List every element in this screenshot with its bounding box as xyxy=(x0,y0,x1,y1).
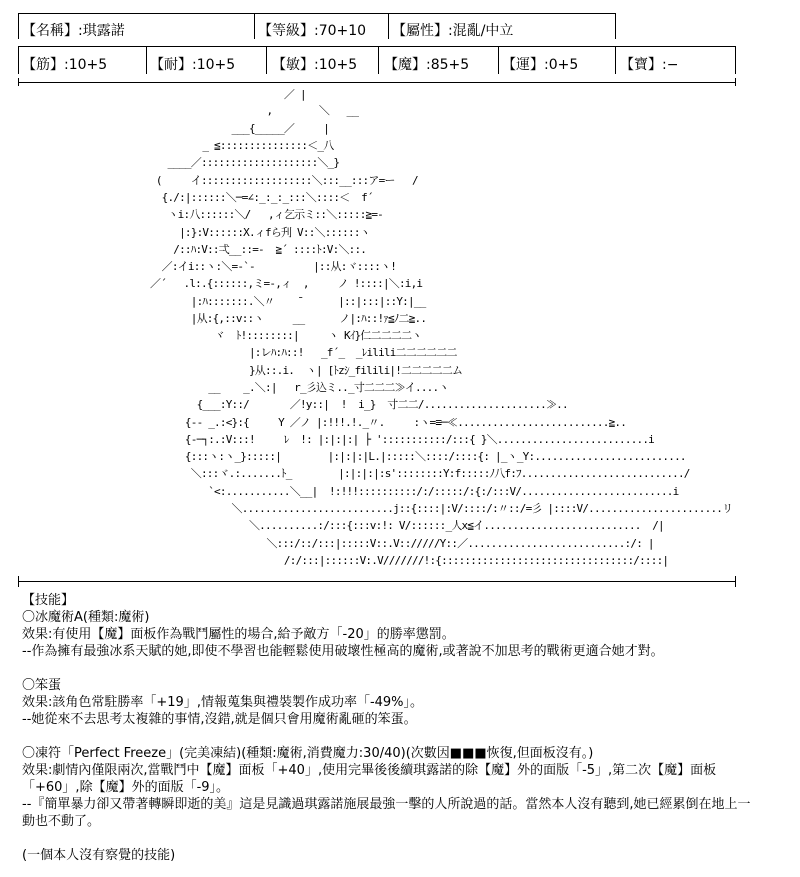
ascii-art-line: {-─┐:.:V:::! ﾚ !: |:|:|:| ├ ':::::::::::/:::{ }＼..........................i xyxy=(150,433,654,446)
skill-perfect-freeze-title: 〇凍符「Perfect Freeze」(完美凍結)(種類:魔術,消費魔力:30/40)(次數因■■■恢復,但面板沒有。) xyxy=(22,746,594,761)
spacer xyxy=(22,660,762,677)
ascii-art-line: |:}:V::::::X.ィfら刋 V::＼::::::ヽ xyxy=(150,226,370,239)
skill-perfect-freeze-effect: 效果:劇情內僅限兩次,當戰鬥中【魔】面板「+40」,使用完畢後後續琪露諾的除【魔】外的面版「-5」,第二次【魔】面板「+60」,除【魔】外的面版「-9」。 xyxy=(22,763,717,795)
skill-note: (一個本人沒有察覺的技能) xyxy=(22,848,176,863)
stat-luck: 【運】:0+5 xyxy=(502,57,579,73)
table-top-border xyxy=(18,13,616,14)
ascii-art-line: {:::ヽ:ヽ_}:::::| |:|:|:|L.|:::::＼::::/::::{: |_ヽ_Y:.......................... xyxy=(150,450,686,463)
ascii-art-line: ____／::::::::::::::::::::＼_} xyxy=(150,156,340,169)
table-bottom-border xyxy=(18,82,736,83)
ascii-art-line: /::ﾊ:V::弌__::=- ≧´ ::::ﾄ:V:＼::. xyxy=(150,243,367,256)
stat-level: 【等級】:70+10 xyxy=(258,23,367,39)
stat-magic: 【魔】:85+5 xyxy=(384,57,470,73)
table-divider xyxy=(378,46,379,74)
spacer xyxy=(22,728,762,745)
section-divider xyxy=(18,581,736,582)
table-divider xyxy=(735,78,736,86)
table-middle-border xyxy=(18,46,736,47)
ascii-art-line: ＼..........:/:::{:::v:!: V/::::::_人x≦イ........................... /| xyxy=(150,519,664,532)
table-divider xyxy=(266,46,267,74)
stat-endurance: 【耐】:10+5 xyxy=(150,57,236,73)
ascii-art-line: {-- _.:<}:{ Y ／ノ |:!!!.!._〃. :ヽ=≡─≪..........................≧.. xyxy=(150,416,627,429)
skill-perfect-freeze-flavor: --『簡單暴力卻又帶著轉瞬即逝的美』這是見識過琪露諾施展最強一擊的人所說過的話。當然本人沒有聽到,她已經累倒在地上一動也不動了。 xyxy=(22,797,751,829)
skill-baka-flavor: --她從來不去思考太複雜的事情,沒錯,就是個只會用魔術亂砸的笨蛋。 xyxy=(22,712,417,727)
skill-ice-magic-effect: 效果:有使用【魔】面板作為戰鬥屬性的場合,給予敵方「-20」的勝率懲罰。 xyxy=(22,627,455,642)
stat-table xyxy=(0,0,800,90)
skill-ice-magic-title: 〇冰魔術A(種類:魔術) xyxy=(22,610,150,625)
table-divider xyxy=(18,78,19,86)
stat-strength: 【筋】:10+5 xyxy=(22,57,108,73)
ascii-art-line: |:レﾊ:ﾊ::! _f´_ _ﾚilili二二二二二二 xyxy=(150,346,457,359)
ascii-art-line: `<:...........＼__| !:!!!::::::::::/:/:::::/:{:/:::V/..........................i xyxy=(150,485,679,498)
ascii-art-line: ___{_____／ | xyxy=(150,122,330,135)
table-divider xyxy=(735,46,736,74)
ascii-art-line: , ＼ __ xyxy=(150,104,359,117)
table-divider xyxy=(615,13,616,39)
ascii-art-line: {./:|::::::＼─=∠:_:_:_:::＼::::＜ f´ xyxy=(150,191,373,204)
ascii-art-line: {___:Y::/ ／!y::| ! i_} 寸二二/.....................≫.. xyxy=(150,398,568,411)
ascii-art-line: ＼:::/::/:::|:::::V::.V:://///Y::／...........................:/: | xyxy=(150,537,654,550)
ascii-art-line: ( イ:::::::::::::::::::＼:::__:::ア=ー / xyxy=(150,174,418,187)
table-divider xyxy=(388,13,389,39)
section-divider-tick xyxy=(735,576,736,587)
stat-attribute: 【屬性】:混亂/中立 xyxy=(392,23,514,39)
skill-baka-effect: 效果:該角色常駐勝率「+19」,情報蒐集與禮裝製作成功率「-49%」。 xyxy=(22,695,424,710)
table-divider xyxy=(146,46,147,74)
ascii-art-line: |:ﾊ:::::::.＼〃 ¯ |::|:::|::Y:|__ xyxy=(150,295,426,308)
table-divider xyxy=(498,46,499,74)
stat-agility: 【敏】:10+5 xyxy=(272,57,358,73)
ascii-art-line: _ ≦:::::::::::::::＜_八 xyxy=(150,139,334,152)
stat-noble-phantasm: 【寶】:− xyxy=(620,57,679,73)
ascii-art-line: }从::.i. ヽ| [ﾄzｼ_filili|!二二二二二ム xyxy=(150,364,463,377)
table-divider xyxy=(18,46,19,74)
section-divider-tick xyxy=(18,576,19,587)
ascii-art-line: /:/:::|::::::V:.V///////!:{:::::::::::::::::::::::::::::::::/::::| xyxy=(150,554,669,567)
ascii-art-line: __ _.＼:| r_彡込ミ.._寸二二二≫イ....ヽ xyxy=(150,381,449,394)
ascii-art-line: ヽi:八::::::＼/ ,ィ乞示ミ::＼:::::≧=- xyxy=(150,208,383,221)
ascii-art-line: ／´ .l:.{::::::,ミ=-,ィ , ノ !::::|＼:i,i xyxy=(150,277,423,290)
stat-name: 【名稱】:琪露諾 xyxy=(22,23,125,39)
ascii-art-cirno xyxy=(150,88,733,570)
skills-header: 【技能】 xyxy=(22,593,75,608)
table-divider xyxy=(18,13,19,39)
ascii-art-line: ＼:::ヾ.:.......ﾄ_ |:|:|:|:s'::::::::Y:f:::::ﾉ八f:ﾌ............................/ xyxy=(150,467,690,480)
skill-ice-magic-flavor: --作為擁有最強冰系天賦的她,即使不學習也能輕鬆使用破壞性極高的魔術,或著說不加思考的戰術更適合她才對。 xyxy=(22,644,664,659)
table-divider xyxy=(615,46,616,74)
ascii-art-line: ＼..........................j::{::::|:V/::::/:〃::/=彡 |::::V/.......................リ xyxy=(150,502,733,515)
table-divider xyxy=(254,13,255,39)
skills-section xyxy=(22,592,762,864)
ascii-art-line: ／:イi::ヽ:＼=-`- |::从:ヾ::::ヽ! xyxy=(150,260,397,273)
spacer xyxy=(22,830,762,847)
ascii-art-line: ／ | xyxy=(150,88,306,101)
ascii-art-line: |从:{,::v::ヽ __ ノ|:ﾊ::!ｧ≦ﾉ二≧.. xyxy=(150,312,427,325)
skill-baka-title: 〇笨蛋 xyxy=(22,678,62,693)
ascii-art-line: ヾ ﾄ!::::::::| ヽ Kｲ}仁二二二二ヽ xyxy=(150,329,422,342)
